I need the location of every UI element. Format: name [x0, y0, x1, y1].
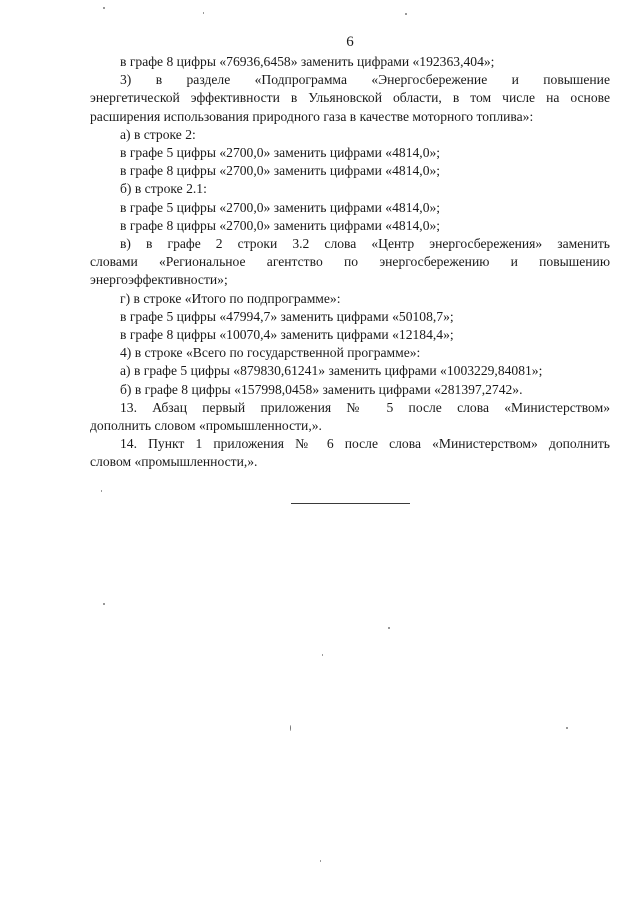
- document-line: в графе 8 цифры «76936,6458» заменить цифрами «192363,404»;: [120, 54, 495, 69]
- document-line: 13. Абзац первый приложения № 5 после слова «Министерством»: [120, 399, 610, 415]
- scan-speck: [322, 654, 323, 656]
- document-line: в графе 8 цифры «10070,4» заменить цифрами «12184,4»;: [120, 327, 454, 343]
- document-line: а) в графе 5 цифры «879830,61241» заменить цифрами «1003229,84081»;: [120, 363, 543, 379]
- scan-speck: [290, 725, 291, 731]
- scan-speck: [203, 12, 204, 14]
- scan-speck: [101, 490, 102, 492]
- document-line: в графе 5 цифры «2700,0» заменить цифрами «4814,0»;: [120, 199, 441, 215]
- document-line: б) в строке 2.1:: [120, 181, 207, 197]
- document-line: 4) в строке «Всего по государственной программе»:: [120, 345, 421, 361]
- document-line: 14. Пункт 1 приложения № 6 после слова «Министерством» дополнить: [120, 436, 610, 452]
- scan-speck: [320, 860, 321, 862]
- scan-speck: [566, 727, 568, 729]
- document-line: в графе 8 цифры «2700,0» заменить цифрами «4814,0»;: [120, 217, 441, 233]
- page-number: 6: [346, 34, 354, 50]
- document-line: дополнить словом «промышленности,».: [90, 418, 322, 434]
- scan-speck: [103, 603, 105, 605]
- document-line: расширения использования природного газа в качестве моторного топлива»:: [90, 108, 534, 124]
- document-line: в графе 5 цифры «47994,7» заменить цифрами «50108,7»;: [120, 308, 454, 324]
- scan-speck: [388, 627, 390, 629]
- document-line: энергетической эффективности в Ульяновской области, в том числе на основе: [90, 90, 610, 106]
- document-line: г) в строке «Итого по подпрограмме»:: [120, 290, 341, 306]
- scan-speck: [103, 7, 105, 9]
- document-line: б) в графе 8 цифры «157998,0458» заменить цифрами «281397,2742».: [120, 381, 523, 397]
- scan-speck: [405, 13, 407, 15]
- document-line: в графе 5 цифры «2700,0» заменить цифрами «4814,0»;: [120, 145, 441, 161]
- document-line: в графе 8 цифры «2700,0» заменить цифрами «4814,0»;: [120, 163, 441, 179]
- document-line: словом «промышленности,».: [90, 454, 258, 470]
- document-body: [90, 53, 610, 472]
- end-divider-line: [291, 503, 410, 504]
- document-line: 3) в разделе «Подпрограмма «Энергосбережение и повышение: [120, 72, 610, 88]
- document-line: энергоэффективности»;: [90, 272, 228, 288]
- document-line: словами «Региональное агентство по энергосбережению и повышению: [90, 254, 610, 270]
- document-line: в) в графе 2 строки 3.2 слова «Центр энергосбережения» заменить: [120, 236, 610, 252]
- document-line: а) в строке 2:: [120, 126, 196, 142]
